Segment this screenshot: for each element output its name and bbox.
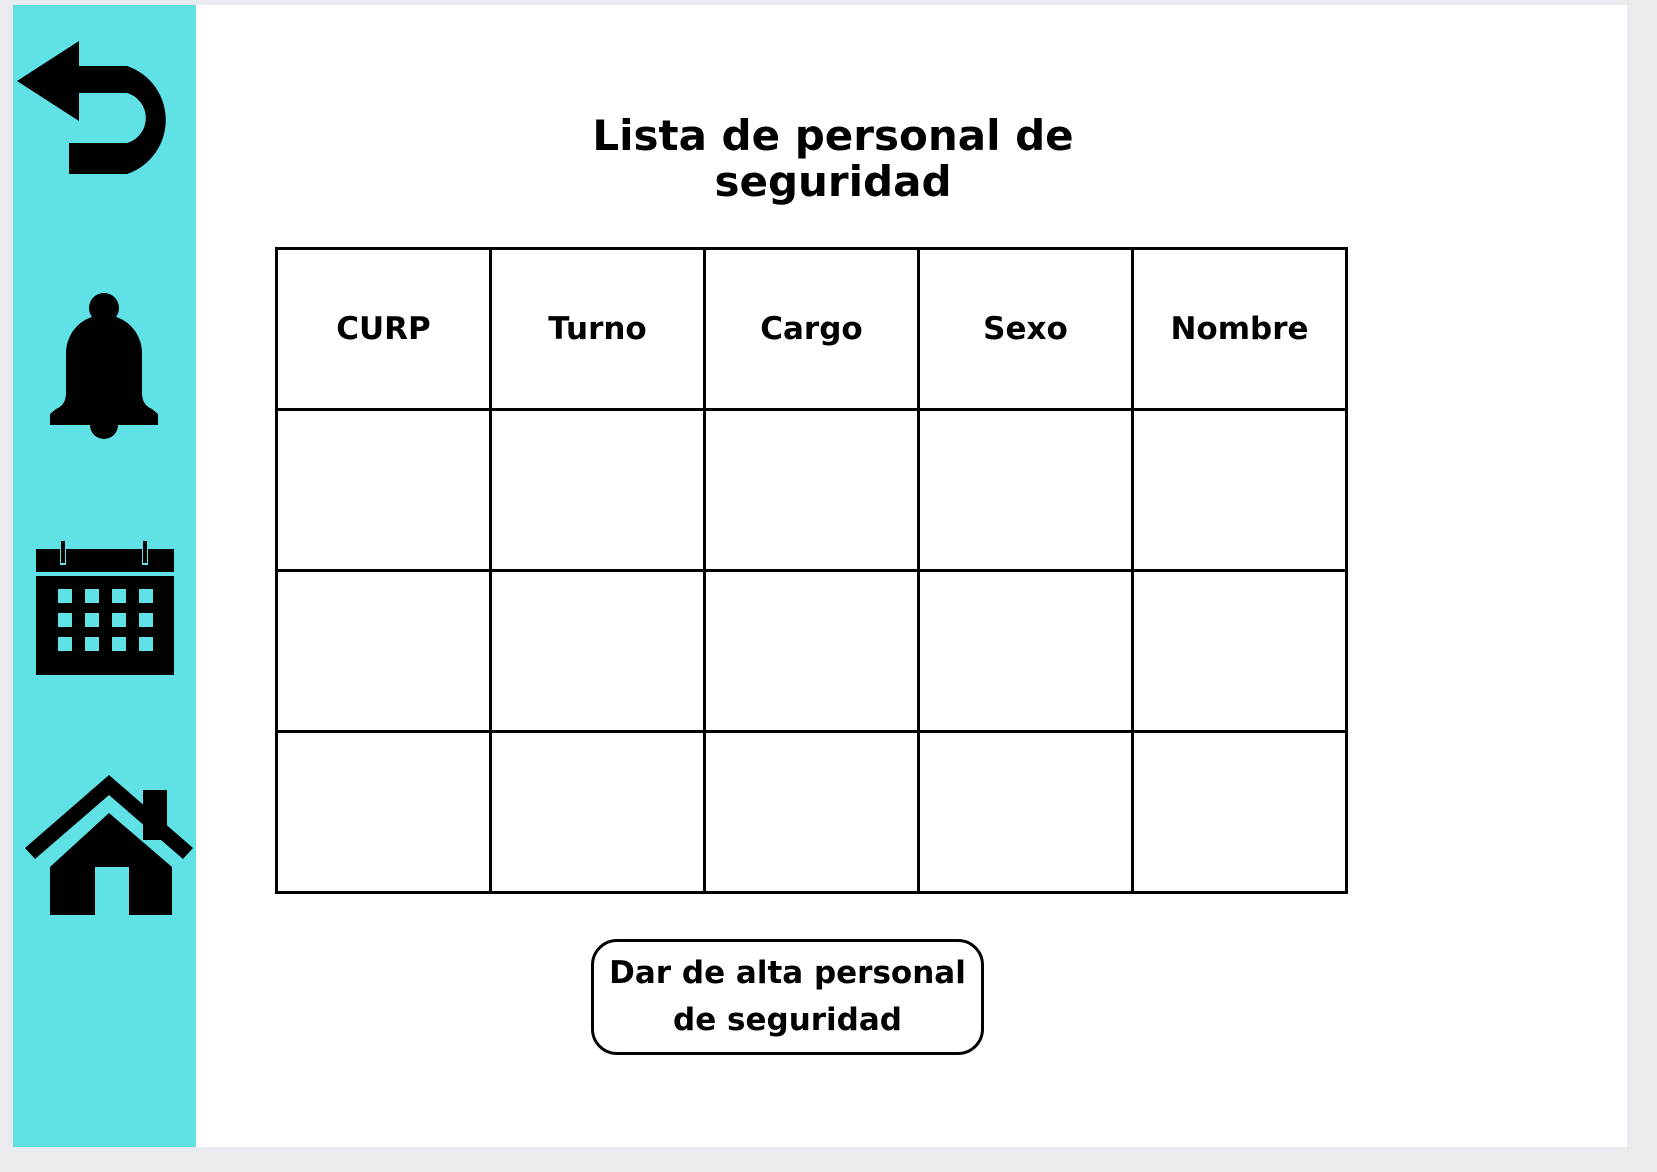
app-frame [13,5,1627,1147]
table-cell [491,732,705,893]
table-row [277,732,1347,893]
add-security-staff-button[interactable] [591,939,984,1055]
column-header-sexo: Sexo [919,249,1133,410]
table-row [277,571,1347,732]
table-cell [705,410,919,571]
table-cell [919,571,1133,732]
table-cell [491,571,705,732]
bell-icon[interactable] [43,293,165,449]
table-row [277,410,1347,571]
page-title-line1: Lista de personal de [592,111,1074,160]
page-title-line2: seguridad [714,157,952,206]
table-header-row [277,249,1347,410]
add-button-label-line2: de seguridad [673,1002,902,1038]
add-button-label-line1: Dar de alta personal [609,955,966,991]
security-staff-table [275,247,1348,894]
table-cell [1133,571,1347,732]
table-cell [919,732,1133,893]
column-header-cargo: Cargo [705,249,919,410]
column-header-turno: Turno [491,249,705,410]
page-title [443,113,1223,205]
sidebar [13,5,196,1147]
table-cell [277,571,491,732]
column-header-nombre: Nombre [1133,249,1347,410]
table-cell [705,732,919,893]
back-arrow-icon[interactable] [17,41,193,181]
table-cell [277,410,491,571]
table-cell [277,732,491,893]
table-cell [919,410,1133,571]
column-header-curp: CURP [277,249,491,410]
table-cell [705,571,919,732]
home-icon[interactable] [25,775,193,915]
table-cell [1133,410,1347,571]
table-cell [1133,732,1347,893]
table-cell [491,410,705,571]
calendar-icon[interactable] [36,539,174,675]
